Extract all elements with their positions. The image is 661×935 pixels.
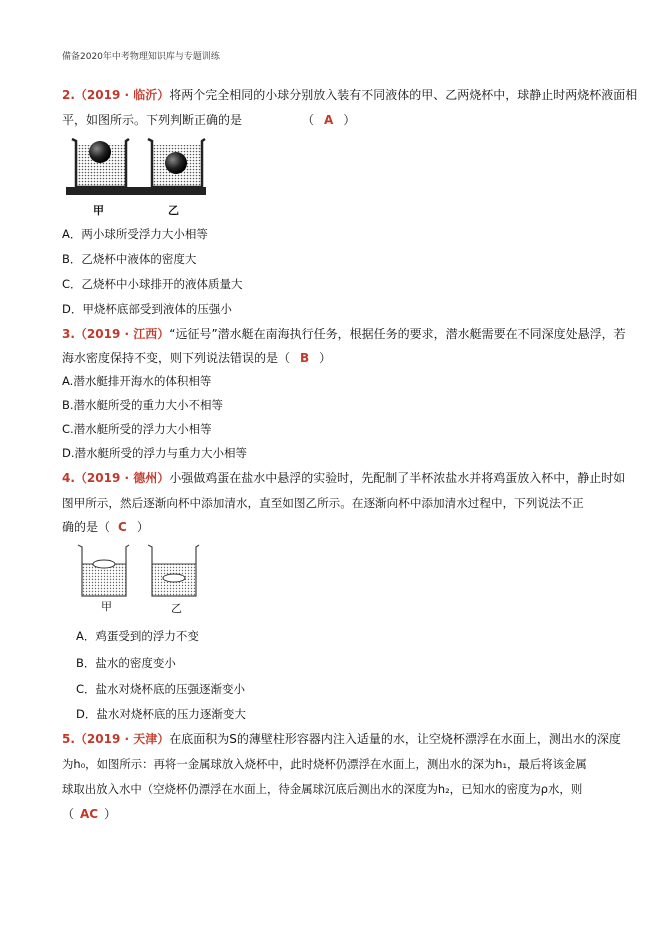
q3-line2 [62, 350, 331, 366]
q5-line4 [62, 806, 116, 822]
q4-option-d: D．盐水对烧杯底的压力逐渐变大 [76, 707, 246, 721]
q2-ball-yi [165, 152, 187, 174]
q5-text3: 球取出放入水中（空烧杯仍漂浮在水面上，待金属球沉底后测出水的深度为h₂，已知水的密度为ρ水，则 [62, 782, 583, 796]
q2-option-d: D．甲烧杯底部受到液体的压强小 [62, 302, 232, 316]
q2-source: （2019 · 临沂） [74, 88, 170, 102]
q3-option-d: D.潜水艇所受的浮力与重力大小相等 [62, 446, 248, 460]
q4-option-a: A．鸡蛋受到的浮力不变 [76, 629, 199, 643]
q2-option-c: C．乙烧杯中小球排开的液体质量大 [62, 277, 243, 291]
q5-answer-open: （ [62, 807, 75, 821]
q2-beaker-figure [66, 135, 206, 197]
q3-answer-close: ） [319, 351, 332, 365]
q3-option-b: B.潜水艇所受的重力大小不相等 [62, 398, 224, 412]
q2-answer: A [324, 113, 334, 127]
q5-answer-close: ） [104, 807, 117, 821]
q5-line2 [62, 756, 587, 772]
q3-text1: “远征号”潜水艇在南海执行任务，根据任务的要求，潜水艇需要在不同深度处悬浮，若 [169, 327, 626, 341]
q5-source: （2019 · 天津） [74, 732, 170, 746]
q3-source: （2019 · 江西） [74, 327, 170, 341]
q4-line2 [62, 495, 584, 511]
q2-answer-close: ） [343, 113, 356, 127]
q4-answer: C [118, 520, 127, 534]
q2-option-b: B．乙烧杯中液体的密度大 [62, 252, 197, 266]
q3-answer: B [300, 351, 310, 365]
q4-line1 [62, 470, 625, 486]
q4-text2: 图甲所示，然后逐渐向杯中添加清水，直至如图乙所示。在逐渐向杯中添加清水过程中，下列说法不正 [62, 496, 584, 510]
q2-text1: 将两个完全相同的小球分别放入装有不同液体的甲、乙两烧杯中，球静止时两烧杯液面相 [169, 88, 638, 102]
q4-egg-jia [93, 560, 115, 568]
q4-text3: 确的是（ [62, 520, 111, 534]
q4-source: （2019 · 德州） [74, 471, 170, 485]
q4-beaker-figure [76, 542, 206, 600]
page-header: 備备2020年中考物理知识库与专题训练 [62, 52, 220, 62]
q3-number: 3. [62, 327, 75, 341]
q5-text2: 为h₀，如图所示：再将一金属球放入烧杯中，此时烧杯仍漂浮在水面上，测出水的深为h₁，最后将该金属 [62, 757, 587, 771]
q2-label-yi: 乙 [168, 204, 179, 217]
q2-line1 [62, 87, 637, 103]
q4-label-jia: 甲 [101, 600, 112, 613]
q4-egg-yi [163, 574, 185, 582]
q2-label-jia: 甲 [93, 204, 104, 217]
q3-option-a: A.潜水艇排开海水的体积相等 [62, 374, 212, 388]
q4-option-c: C．盐水对烧杯底的压强逐渐变小 [76, 682, 246, 696]
q2-ball-jia [89, 141, 111, 163]
q3-text2: 海水密度保持不变，则下列说法错误的是（ [62, 351, 291, 365]
q4-label-yi: 乙 [171, 602, 182, 615]
q4-answer-close: ） [136, 520, 149, 534]
q3-line1 [62, 326, 626, 342]
q2-answer-open: （ [302, 113, 315, 127]
q2-line2 [62, 112, 355, 128]
q4-number: 4. [62, 471, 75, 485]
q2-option-a: A．两小球所受浮力大小相等 [62, 227, 208, 241]
q5-text1: 在底面积为S的薄壁柱形容器内注入适量的水，让空烧杯漂浮在水面上，测出水的深度 [169, 732, 621, 746]
q5-number: 5. [62, 732, 75, 746]
q3-option-c: C.潜水艇所受的浮力大小相等 [62, 422, 212, 436]
q2-text2: 平，如图所示。下列判断正确的是 [62, 113, 243, 127]
q5-line1 [62, 731, 621, 747]
q5-line3 [62, 781, 582, 797]
q4-option-b: B．盐水的密度变小 [76, 656, 176, 670]
q4-line3 [62, 519, 149, 535]
q5-answer: AC [80, 807, 99, 821]
q2-number: 2. [62, 88, 75, 102]
q4-text1: 小强做鸡蛋在盐水中悬浮的实验时，先配制了半杯浓盐水并将鸡蛋放入杯中，静止时如 [169, 471, 626, 485]
